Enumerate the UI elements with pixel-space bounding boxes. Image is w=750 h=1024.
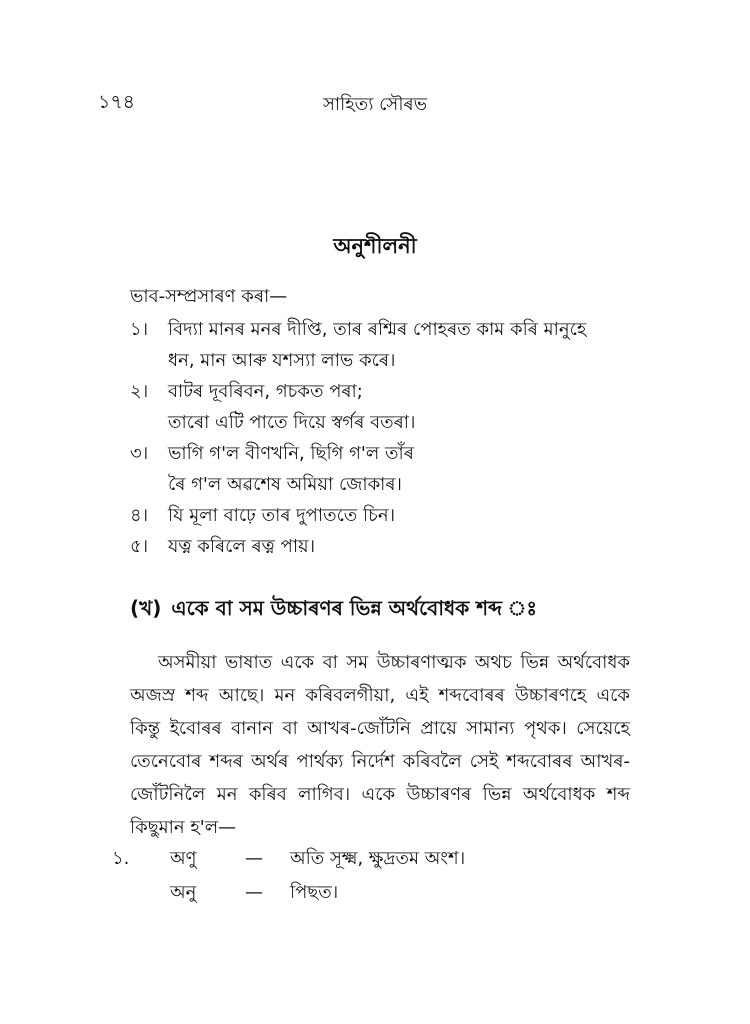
word: অনু: [170, 882, 197, 903]
word-meaning: পিছত।: [290, 882, 339, 903]
body-paragraph: অসমীয়া ভাষাত একে বা সম উচ্চাৰণাত্মক অথচ ভিন্ন অৰ্থবোধক অজস্ৰ শব্দ আছে। মন কৰিবলগীয়া, এই শব্দবোৰৰ উচ্চাৰণহে একে কিন্তু ইবোৰৰ বানান বা আখৰ-জোঁটনি প্ৰায়ে সামান্য পৃথক। সেয়েহে তেনেবোৰ শব্দৰ অৰ্থৰ পাৰ্থক্য নিৰ্দেশ কৰিবলৈ সেই শব্দবোৰৰ আখৰ-জোঁটনিলৈ মন কৰিব লাগিব। একে উচ্চাৰণৰ ভিন্ন অৰ্থবোধক শব্দ কিছুমান হ'ল—: [130, 652, 630, 838]
exercise-item: [0, 531, 750, 562]
subsection-marker: (খ): [130, 596, 162, 620]
exercise-item: [0, 438, 750, 500]
word-pair-row: [0, 876, 750, 910]
page-number: ১৭৪: [98, 91, 136, 113]
exercise-line: ধন, মান আৰু যশস্যা লাভ কৰে।: [168, 350, 396, 371]
word-pair-number: ১.: [112, 848, 130, 869]
exercise-line: বাটৰ দূবৰিবন, গচকত পৰা;: [168, 381, 363, 402]
page-header: [0, 88, 750, 118]
section-title: অনুশীলনী: [333, 234, 417, 258]
exercise-number: ৪।: [130, 505, 149, 526]
exercise-item: [0, 314, 750, 376]
word-meaning: অতি সূক্ষ্ম, ক্ষুদ্ৰতম অংশ।: [290, 848, 466, 869]
subsection-title: একে বা সম উচ্চাৰণৰ ভিন্ন অৰ্থবোধক শব্দ ঃ: [171, 596, 538, 620]
exercise-number: ১।: [130, 319, 149, 340]
subsection-heading: [130, 594, 537, 627]
exercise-line: তাৰো এটি পাতে দিয়ে স্বৰ্গৰ বতৰা।: [168, 412, 416, 433]
dash-separator: —: [245, 882, 263, 903]
word-pair-row: [0, 842, 750, 876]
exercise-line: বিদ্যা মানৰ মনৰ দীপ্তি, তাৰ ৰশ্মিৰ পোহৰত কাম কৰি মানুহে: [168, 319, 587, 340]
exercise-item: [0, 376, 750, 438]
exercise-line: যি মূলা বাঢ়ে তাৰ দুপাততে চিন।: [168, 505, 396, 526]
running-title: সাহিত্য সৌৰভ: [322, 94, 428, 115]
word-pair-list: [0, 842, 750, 910]
exercise-number: ৩।: [130, 443, 149, 464]
exercise-number: ২।: [130, 381, 149, 402]
exercise-number: ৫।: [130, 536, 149, 557]
exercise-list: [0, 314, 750, 562]
exercise-line: ৰৈ গ'ল অৱশেষ অমিয়া জোকাৰ।: [168, 474, 402, 495]
exercise-instruction: ভাব-সম্প্ৰসাৰণ কৰা—: [130, 286, 288, 307]
dash-separator: —: [245, 848, 263, 869]
exercise-item: [0, 500, 750, 531]
exercise-line: যত্ন কৰিলে ৰত্ন পায়।: [168, 536, 316, 557]
exercise-line: ভাগি গ'ল বীণখনি, ছিগি গ'ল তাঁৰ: [168, 443, 414, 464]
word: অণু: [170, 848, 197, 869]
